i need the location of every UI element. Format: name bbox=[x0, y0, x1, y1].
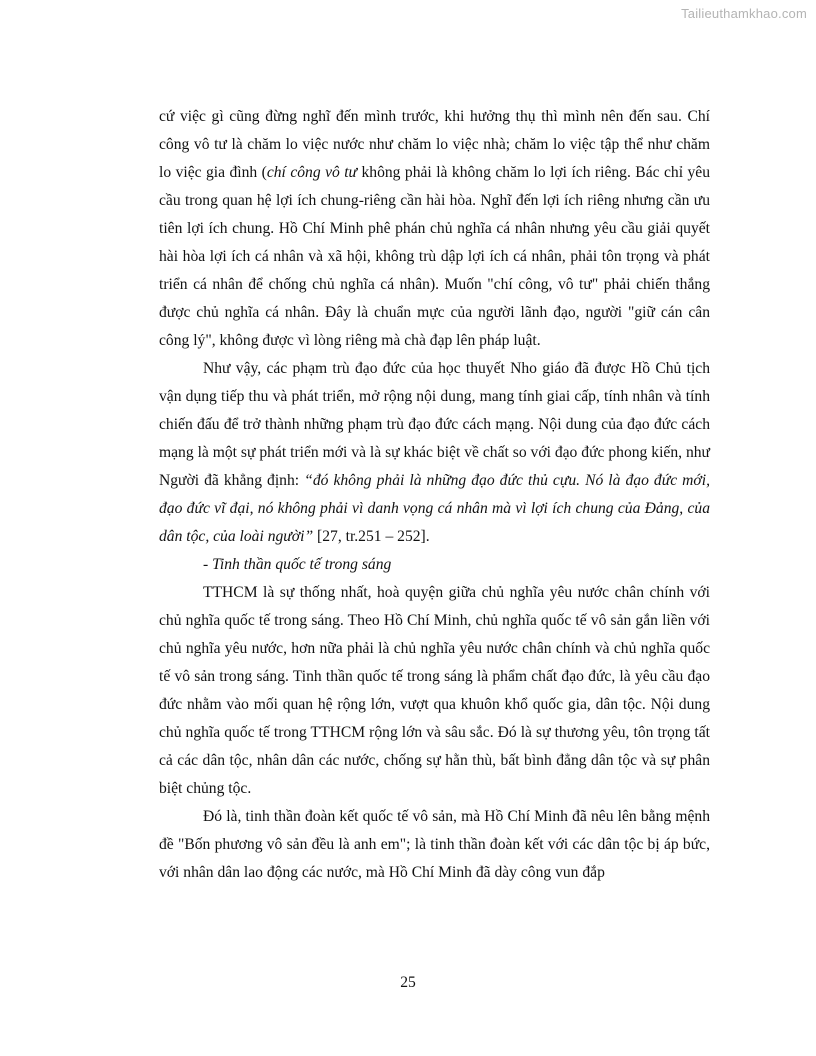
paragraph-4: Đó là, tinh thần đoàn kết quốc tế vô sản, mà Hồ Chí Minh đã nêu lên bằng mệnh đề "Bốn phương vô sản đều là anh em"; là tinh thần đoàn kết với các dân tộc bị áp bức, với nhân dân lao động các nước, mà Hồ Chí Minh đã dày công vun đắp bbox=[159, 808, 710, 881]
section-heading: - Tinh thần quốc tế trong sáng bbox=[203, 556, 392, 573]
paragraph-3: TTHCM là sự thống nhất, hoà quyện giữa chủ nghĩa yêu nước chân chính với chủ nghĩa quốc tế trong sáng. Theo Hồ Chí Minh, chủ nghĩa quốc tế vô sản gắn liền với chủ nghĩa yêu nước, hơn nữa phải là chủ nghĩa yêu nước chân chính và chủ nghĩa quốc tế vô sản trong sáng. Tinh thần quốc tế trong sáng là phẩm chất đạo đức, là yêu cầu đạo đức nhằm vào mối quan hệ rộng lớn, vượt qua khuôn khổ quốc gia, dân tộc. Nội dung chủ nghĩa quốc tế trong TTHCM rộng lớn và sâu sắc. Đó là sự thương yêu, tôn trọng tất cả các dân tộc, nhân dân các nước, chống sự hằn thù, bất bình đẳng dân tộc và sự phân biệt chủng tộc. bbox=[159, 584, 710, 797]
paragraph-1-emphasis: chí công vô tư bbox=[266, 164, 358, 181]
paragraph-1-text-b: không phải là không chăm lo lợi ích riêng. Bác chỉ yêu cầu trong quan hệ lợi ích chung-riêng cần hài hòa. Nghĩ đến lợi ích riêng nhưng cần ưu tiên lợi ích chung. Hồ Chí Minh phê phán chủ nghĩa cá nhân nhưng yêu cầu giải quyết hài hòa lợi ích cá nhân và xã hội, không trù dập lợi ích cá nhân, phải tôn trọng và phát triển cá nhân để chống chủ nghĩa cá nhân). Muốn "chí công, vô tư" phải chiến thắng được chủ nghĩa cá nhân. Đây là chuẩn mực của người lãnh đạo, người "giữ cán cân công lý", không được vì lòng riêng mà chà đạp lên pháp luật. bbox=[159, 164, 710, 349]
paragraph-2 bbox=[159, 355, 710, 551]
page-number: 25 bbox=[400, 974, 416, 991]
watermark-text: Tailieuthamkhao.com bbox=[681, 6, 807, 21]
paragraph-1 bbox=[159, 103, 710, 355]
paragraph-2-text-a: Như vậy, các phạm trù đạo đức của học thuyết Nho giáo đã được Hồ Chủ tịch vận dụng tiếp thu và phát triển, mở rộng nội dung, mang tính giai cấp, tính nhân và tính chiến đấu để trở thành những phạm trù đạo đức cách mạng. Nội dung của đạo đức cách mạng là một sự phát triển mới và là sự khác biệt về chất so với đạo đức phong kiến, như Người đã khẳng định: bbox=[159, 360, 710, 489]
paragraph-2-citation: [27, tr.251 – 252]. bbox=[313, 528, 430, 545]
paragraph-1-text-a: cứ việc gì cũng đừng nghĩ đến mình trước, khi hưởng thụ thì mình nên đến sau. Chí công vô tư là chăm lo việc nước như chăm lo việc nhà; chăm lo việc tập thể như chăm lo việc gia đình ( bbox=[159, 108, 710, 181]
document-body bbox=[159, 103, 710, 887]
paragraph-2-quote: “đó không phải là những đạo đức thủ cựu. Nó là đạo đức mới, đạo đức vĩ đại, nó không phải vì danh vọng cá nhân mà vì lợi ích chung của Đảng, của dân tộc, của loài người” bbox=[159, 472, 710, 545]
